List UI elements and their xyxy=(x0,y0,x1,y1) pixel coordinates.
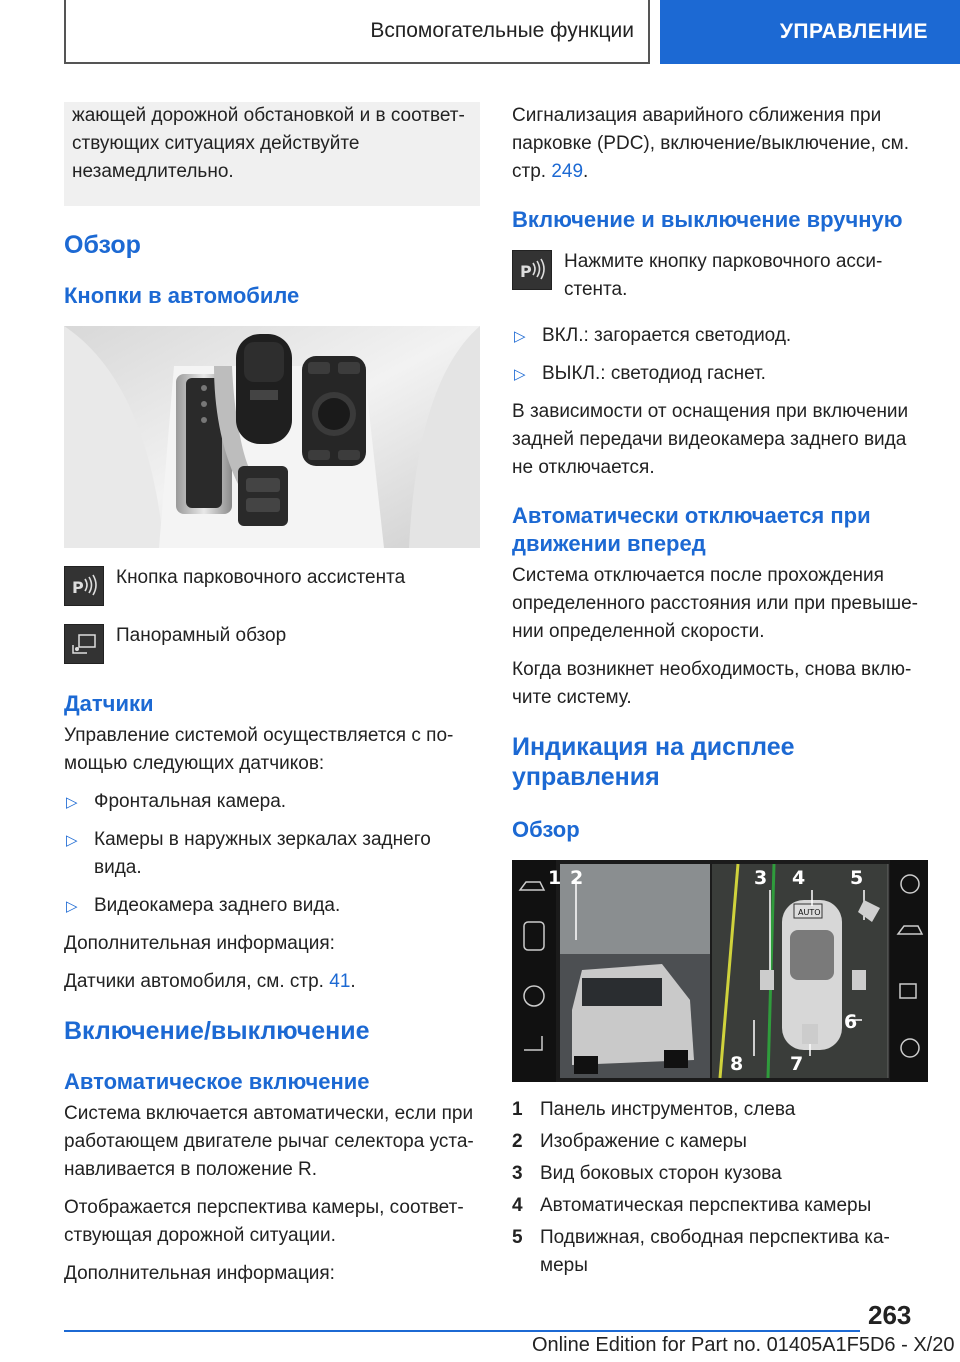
panoramic-view-icon xyxy=(64,624,104,664)
triangle-bullet-icon: ▷ xyxy=(66,794,78,811)
list-item: ▷ Камеры в наружных зеркалах заднего вида. xyxy=(66,829,431,878)
reverse-gear-text: В зависимости от оснащения при включении задней передачи видеокамера заднего вида не отключается. xyxy=(512,401,909,478)
left-column xyxy=(64,102,480,1298)
heading-auto-on: Автоматическое включение xyxy=(64,1069,370,1094)
page-link-41[interactable]: 41 xyxy=(329,971,351,992)
chapter-tab xyxy=(660,0,960,64)
triangle-bullet-icon: ▷ xyxy=(514,328,526,345)
chapter-title: УПРАВЛЕНИЕ xyxy=(779,20,928,43)
press-button-instruction xyxy=(512,250,928,304)
camera-view-illustration xyxy=(512,860,928,1082)
auto-off-text: Система отключается после прохождения определенного расстояния или при превыше-нии определенной скорости. xyxy=(512,565,918,642)
svg-text:P: P xyxy=(72,578,84,597)
list-item: ▷ Фронтальная камера. xyxy=(64,788,480,816)
triangle-bullet-icon: ▷ xyxy=(66,832,78,849)
see-sensors-reference: Датчики автомобиля, см. стр. 41. xyxy=(64,971,356,992)
state-list xyxy=(512,322,928,388)
heading-sensors: Датчики xyxy=(64,691,154,716)
heading-display: Индикация на дисплее управления xyxy=(512,733,795,791)
triangle-bullet-icon: ▷ xyxy=(514,366,526,383)
legend-item: 3 Вид боковых сторон кузова xyxy=(512,1163,782,1184)
legend-item: 4 Автоматическая перспектива камеры xyxy=(512,1195,872,1216)
console-photo xyxy=(64,326,480,548)
icon-item-parking-assistant xyxy=(64,566,480,606)
heading-buttons-in-car: Кнопки в автомобиле xyxy=(64,283,300,308)
auto-label: AUTO xyxy=(798,908,821,917)
callout-1: 1 xyxy=(548,867,562,889)
reactivate-text: Когда возникнет необходимость, снова вклю-чите систему. xyxy=(512,659,912,708)
sensors-list xyxy=(64,788,480,920)
edition-text: Online Edition for Part no. 01405A1F5D6 - X/20 xyxy=(532,1334,955,1356)
console-illustration xyxy=(64,326,480,548)
icon-item-label: Кнопка парковочного ассистента xyxy=(116,567,406,588)
callout-4: 4 xyxy=(792,867,806,889)
display-legend xyxy=(512,1096,928,1280)
sensors-intro: Управление системой осуществляется с по-мощью следующих датчиков: xyxy=(64,725,454,774)
icon-item-label: Панорамный обзор xyxy=(116,625,287,646)
warning-note-text: жающей дорожной обстановкой и в соответ-ствующих ситуациях действуйте незамедлительно. xyxy=(72,105,465,182)
list-item: ▷ ВКЛ.: загорается светодиод. xyxy=(512,322,928,350)
warning-note xyxy=(64,102,480,206)
section-tab xyxy=(64,0,650,64)
legend-item: 1 Панель инструментов, слева xyxy=(512,1099,796,1120)
callout-3: 3 xyxy=(754,867,768,889)
more-info-label: Дополнительная информация: xyxy=(64,933,335,954)
page-link-249[interactable]: 249 xyxy=(551,161,584,182)
heading-overview: Обзор xyxy=(64,231,141,259)
footer-divider xyxy=(64,1330,860,1332)
parking-assistant-icon xyxy=(64,566,104,606)
heading-on-off: Включение/выключение xyxy=(64,1017,370,1045)
section-title: Вспомогательные функции xyxy=(370,19,634,42)
pdc-reference: Сигнализация аварийного сближения при парковке (PDC), включение/выключение, см. стр. 249. xyxy=(512,105,909,182)
list-item: ▷ ВЫКЛ.: светодиод гаснет. xyxy=(512,360,928,388)
callout-6: 6 xyxy=(844,1011,858,1033)
auto-on-text: Система включается автоматически, если при работающем двигателе рычаг селектора уста-навливается в положение R. xyxy=(64,1103,474,1180)
legend-item: 5 Подвижная, свободная перспектива ка-меры xyxy=(512,1227,890,1276)
triangle-bullet-icon: ▷ xyxy=(66,898,78,915)
svg-text:P: P xyxy=(520,262,532,281)
callout-8: 8 xyxy=(730,1053,744,1075)
icon-item-panoramic-view xyxy=(64,624,480,664)
heading-auto-off: Автоматически отключается при движении вперед xyxy=(512,503,871,556)
callout-5: 5 xyxy=(850,867,864,889)
right-column xyxy=(512,102,928,1284)
page-number: 263 xyxy=(868,1300,912,1330)
callout-2: 2 xyxy=(570,867,584,889)
heading-manual-on-off: Включение и выключение вручную xyxy=(512,207,903,232)
parking-assistant-icon xyxy=(512,250,552,290)
more-info-label: Дополнительная информация: xyxy=(64,1263,335,1284)
callout-7: 7 xyxy=(790,1053,804,1075)
list-item: ▷ Видеокамера заднего вида. xyxy=(64,892,480,920)
heading-overview-display: Обзор xyxy=(512,817,580,842)
press-button-text: Нажмите кнопку парковочного асси-стента. xyxy=(564,251,883,300)
perspective-text: Отображается перспектива камеры, соответ-ствующая дорожной ситуации. xyxy=(64,1197,464,1246)
display-screenshot xyxy=(512,860,928,1082)
legend-item: 2 Изображение с камеры xyxy=(512,1131,747,1152)
